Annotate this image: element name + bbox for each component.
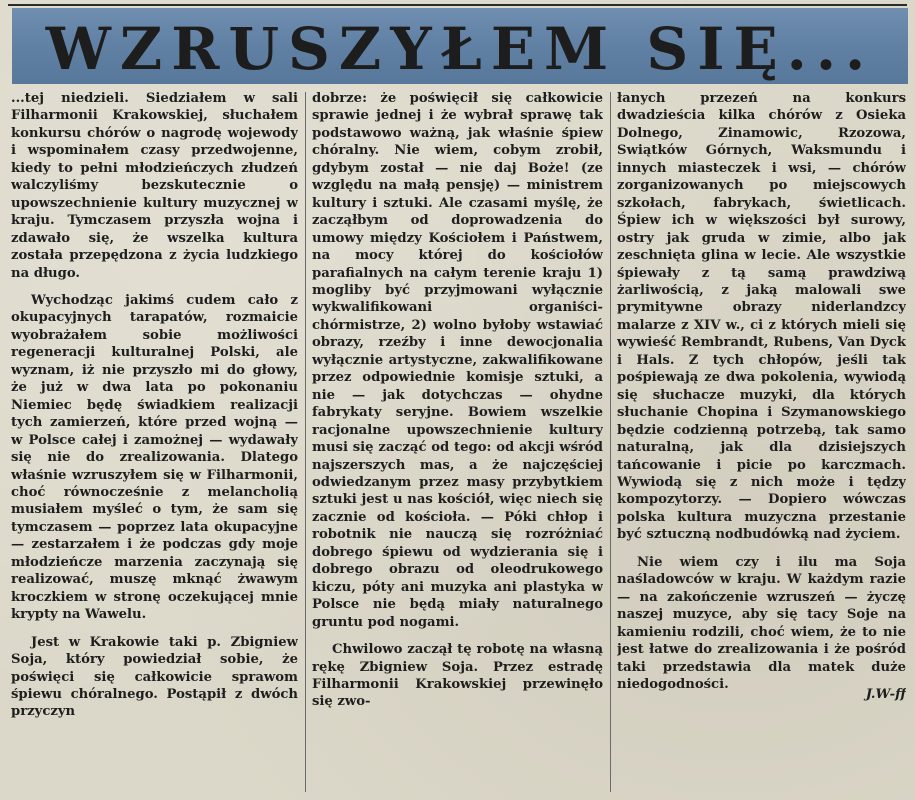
top-rule: [8, 4, 907, 6]
article-headline: WZRUSZYŁEM SIĘ...: [45, 15, 875, 83]
article-columns: [0, 90, 915, 795]
paragraph: dobrze: że poświęcił się całkowicie sprawie jednej i że wybrał sprawę tak podstawowo ważną, jak właśnie śpiew chóralny. Nie wiem, cobym zrobił, gdybym został — nie daj Boże! (ze względu na małą pensję) — ministrem kultury i sztuki. Ale czasami myślę, że zacząłbym od doprowadzenia do umowy między Kościołem i Państwem, na mocy której do kościołów parafialnych na całym terenie kraju 1) mogliby być przyjmowani wyłącznie wykwalifikowani organiści-chórmistrze, 2) wolno byłoby wstawiać obrazy, rzeźby i inne dewocjonalia wyłącznie artystyczne, zakwalifikowane przez odpowiednie komisje sztuki, a nie — jak dotychczas — ohydne fabrykaty seryjne. Bowiem wszelkie racjonalne upowszechnienie kultury musi się zacząć od tego: od akcji wśród najszerszych mas, a że najczęściej odwiedzanym przez masy przybytkiem sztuki jest u nas kościół, więc niech się zacznie od kościoła. — Póki chłop i robotnik nie nauczą się rozróżniać dobrego śpiewu od wydzierania się i dobrego obrazu od oleodrukowego kiczu, póty ani muzyka ani plastyka w Polsce nie będą miały naturalnego gruntu pod nogami.: [312, 91, 603, 630]
column-divider: [305, 92, 306, 792]
paragraph: Wychodząc jakimś cudem cało z okupacyjnych tarapatów, rozmaicie wyobrażałem sobie możliwości regeneracji kulturalnej Polski, ale wyznam, iż nie przyszło mi do głowy, że już w dwa lata po pokonaniu Niemiec będę świadkiem realizacji tych zamierzeń, które przed wojną — w Polsce całej i zamożnej — wydawały się nie do zrealizowania. Dlatego właśnie wzruszyłem się w Filharmonii, choć równocześnie z melancholią musiałem myśleć o tym, że sam się tymczasem — poprzez lata okupacyjne — zestarzałem i że podczas gdy moje młodzieńcze marzenia zaczynają się realizować, muszę mknąć żwawym kroczkiem w stronę oczekującej mnie krypty na Wawelu.: [11, 292, 298, 623]
headline-banner: [12, 8, 908, 84]
paragraph: Jest w Krakowie taki p. Zbigniew Soja, który powiedział sobie, że poświęci się całkowicie sprawom śpiewu chóralnego. Postąpił z dwóch przyczyn: [11, 634, 298, 720]
article-column-2: [312, 90, 603, 795]
paragraph: ...tej niedzieli. Siedziałem w sali Filharmonii Krakowskiej, słuchałem konkursu chórów o nagrodę wojewody i wspominałem czasy przedwojenne, kiedy to pełni młodzieńczych złudzeń walczyliśmy bezskutecznie o upowszechnienie kultury muzycznej w kraju. Tymczasem przyszła wojna i zdawało się, że wszelka kultura została przepędzona z życia ludzkiego na długo.: [11, 91, 298, 281]
article-column-1: [11, 90, 298, 795]
article-column-3: [617, 90, 906, 795]
paragraph: Chwilowo zaczął tę robotę na własną rękę Zbigniew Soja. Przez estradę Filharmonii Krakowskiej przewinęło się zwo-: [312, 642, 603, 710]
paragraph: Nie wiem czy i ilu ma Soja naśladowców w kraju. W każdym razie — na zakończenie wzruszeń — życzę naszej muzyce, aby się tacy Soje na kamieniu rodzili, choć wiem, że to nie jest łatwe do zrealizowania i że pośród taki przedstawia dla matek duże niedogodności.: [617, 554, 906, 692]
paragraph: łanych przezeń na konkurs dwadzieścia kilka chórów z Osieka Dolnego, Zinamowic, Rzozowa, Swiątków Górnych, Waksmundu i innych miasteczek i wsi, — chórów zorganizowanych po miejscowych szkołach, fabrykach, świetlicach. Śpiew ich w większości był surowy, ostry jak gruda w zimie, albo jak zeschnięta glina w lecie. Ale wszystkie śpiewały z tą samą prawdziwą żarliwością, z jaką malowali swe prymitywne obrazy niderlandzcy malarze z XIV w., ci z których mieli się wywieść Rembrandt, Rubens, Van Dyck i Hals. Z tych chłopów, jeśli tak pośpiewają ze dwa pokolenia, wywiodą się słuchacze muzyki, dla których słuchanie Chopina i Szymanowskiego będzie codzienną potrzebą, tak samo naturalną, jak dla dzisiejszych tańcowanie i picie po karczmach. Wywiodą się z nich może i tędzy kompozytorzy. — Dopiero wówczas polska kultura muzyczna przestanie być sztuczną nodbudówką nad życiem.: [617, 91, 906, 543]
column-divider: [610, 92, 611, 792]
author-signature: J.W-ff: [865, 687, 906, 703]
